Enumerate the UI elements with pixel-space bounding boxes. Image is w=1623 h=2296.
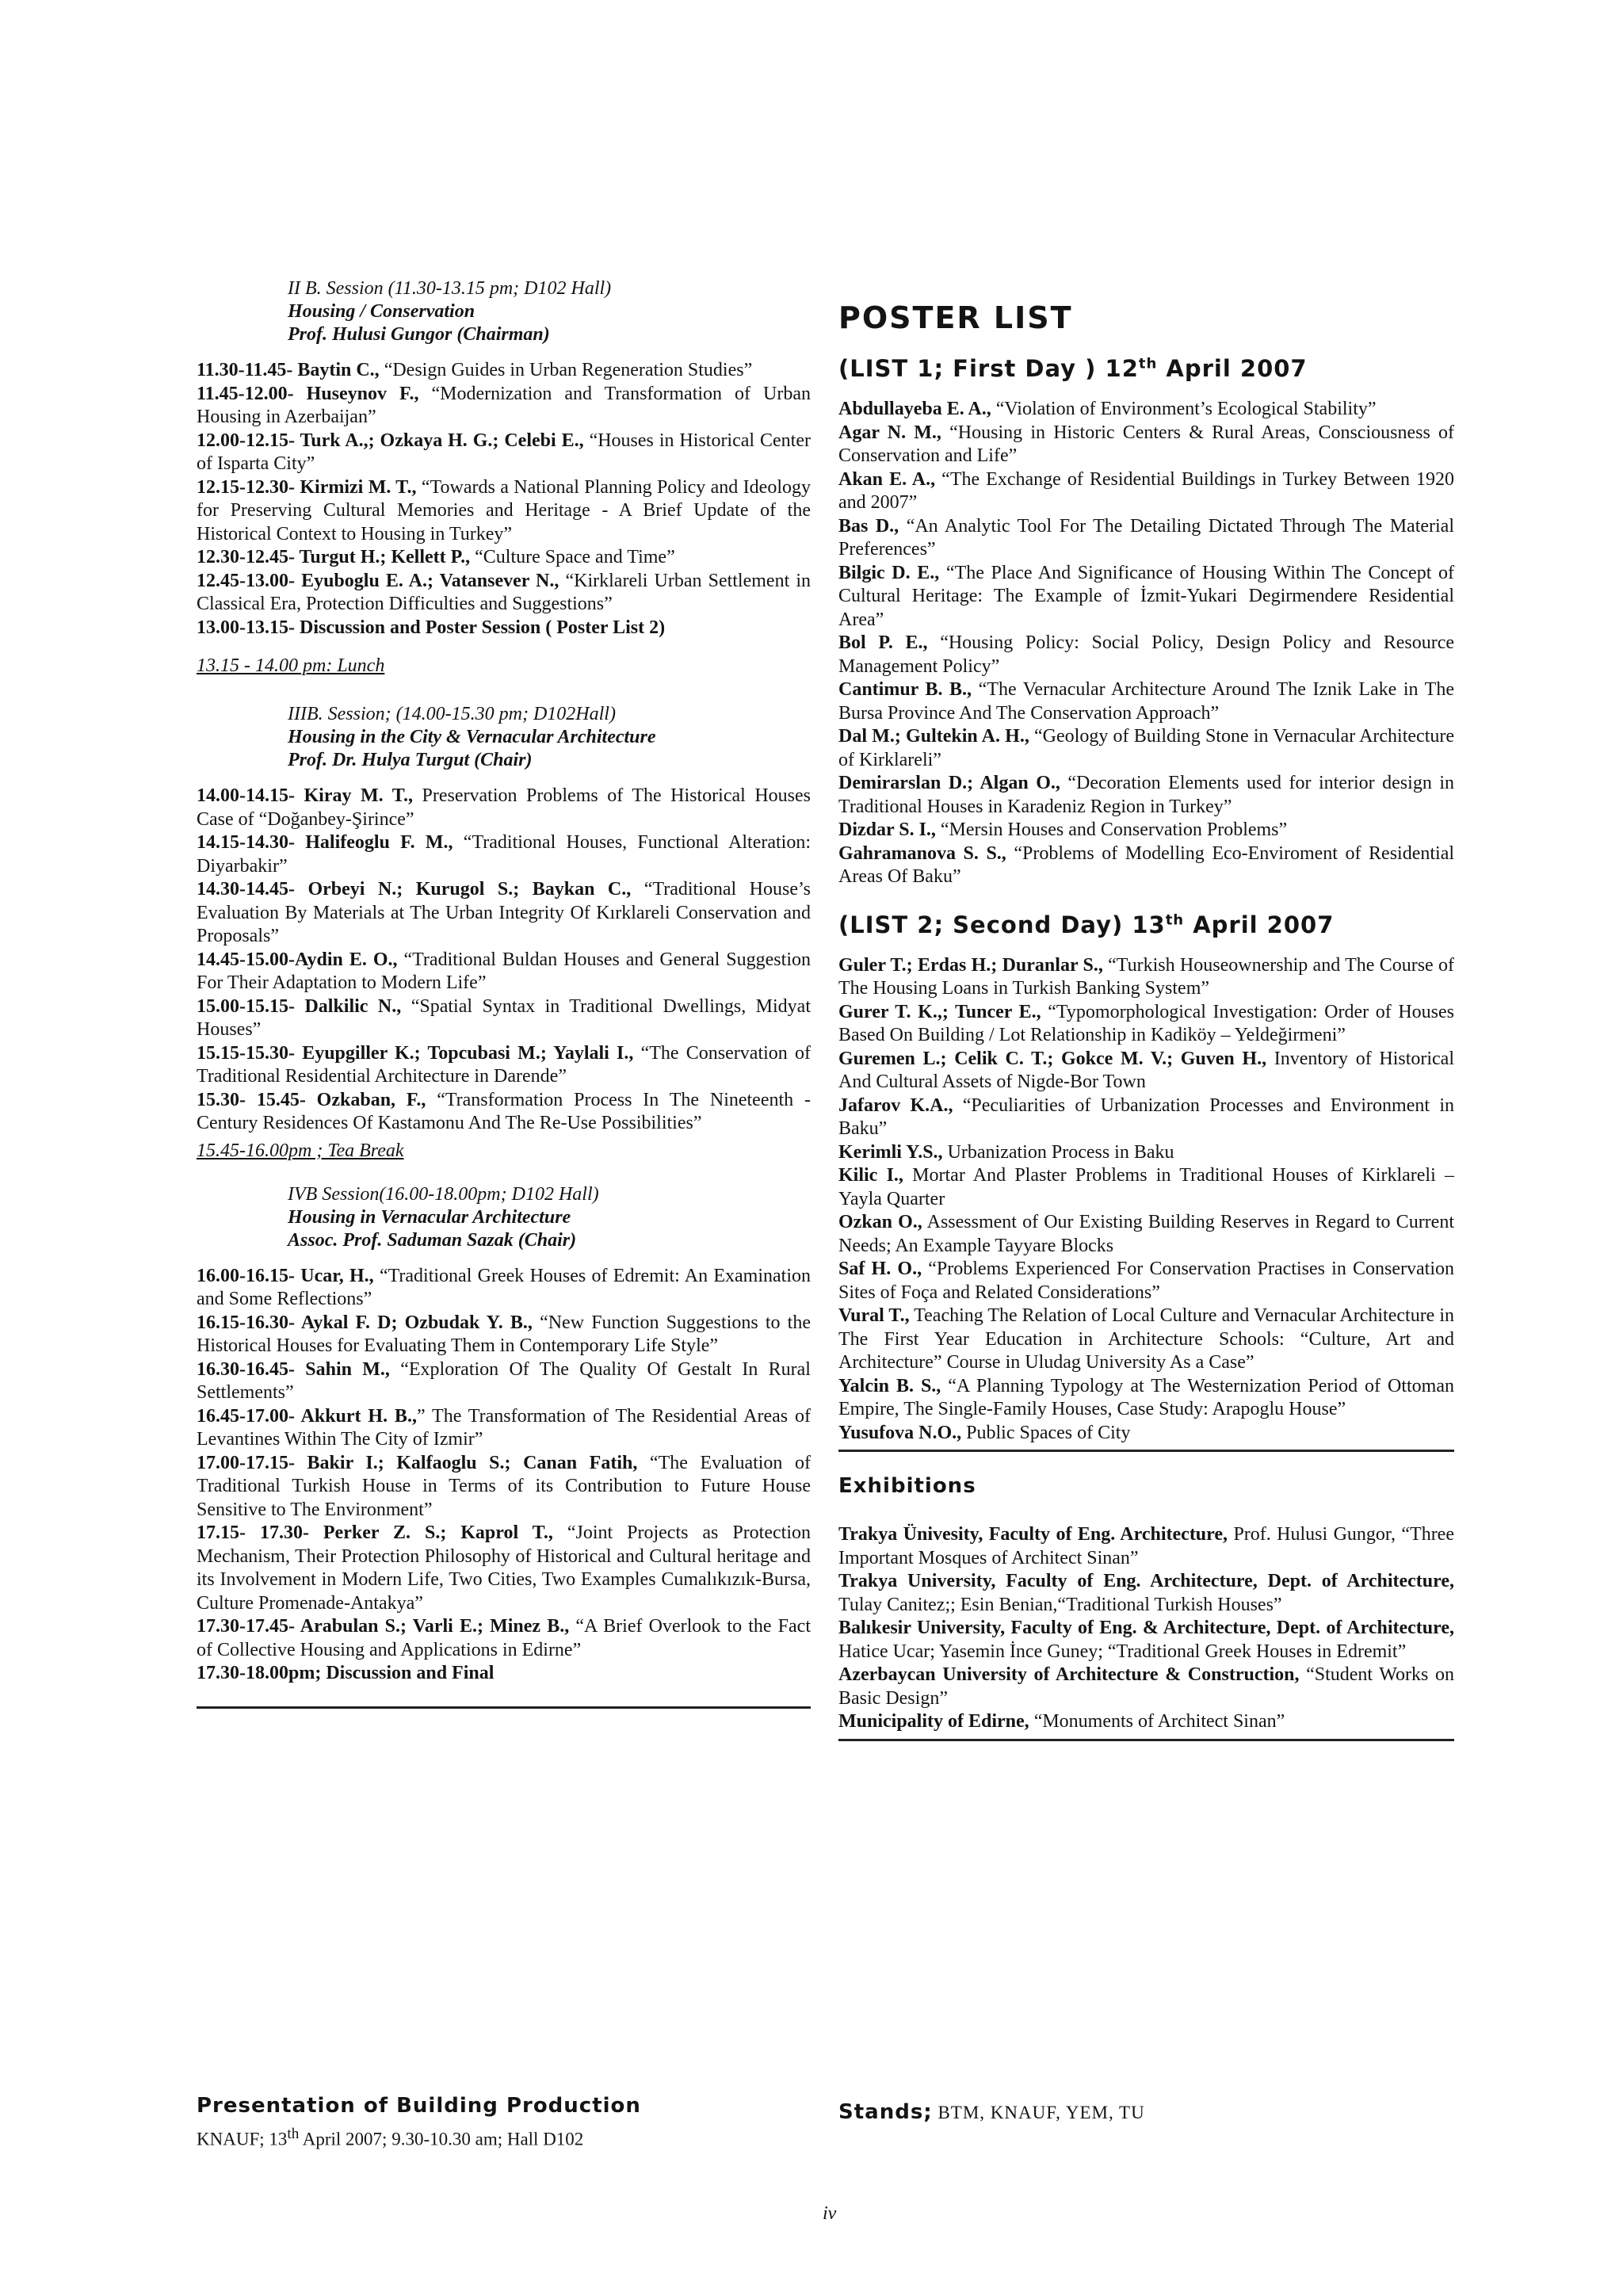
presentation-block <box>197 2092 811 2152</box>
entry-title: “Traditional Greek Houses of Edremit: An Examination and Some Reflections” <box>197 1265 811 1309</box>
entry-title: “Kirklareli Urban Settlement in Classical Era, Protection Difficulties and Suggestions” <box>197 570 812 614</box>
stands-list: BTM, KNAUF, YEM, TU <box>932 2103 1145 2122</box>
entry-author: 17.30-18.00pm; Discussion and Final <box>197 1663 495 1683</box>
entry-author: 12.30-12.45- Turgut H.; Kellett P., <box>197 547 471 567</box>
exhibition-entries <box>838 1523 1454 1734</box>
list-item <box>197 546 811 570</box>
session-entries <box>197 359 811 640</box>
session-header <box>288 703 811 772</box>
lunch-break: 13.15 - 14.00 pm: Lunch <box>197 655 385 676</box>
list-item <box>838 725 1454 772</box>
entry-title: “Transformation Process In The Nineteenth -Century Residences Of Kastamonu And The Re-Use Possibilities” <box>197 1089 811 1133</box>
list-item <box>838 1048 1454 1095</box>
entry-title: “Geology of Building Stone in Vernacular Architecture of Kirklareli” <box>838 726 1454 770</box>
list-item <box>838 678 1454 725</box>
list-item <box>197 359 811 383</box>
entry-title: “Problems Experienced For Conservation Practises in Conservation Sites of Foça and Related Considerations” <box>838 1259 1454 1303</box>
list-item <box>838 515 1454 562</box>
list-item <box>838 468 1454 515</box>
list-item <box>197 1662 811 1686</box>
session-title: IVB Session(16.00-18.00pm; D102 Hall) <box>288 1183 599 1205</box>
entry-title: “Decoration Elements used for interior design in Traditional Houses in Karadeniz Region in Turkey” <box>838 773 1454 817</box>
list2-title-sup: th <box>1165 911 1185 928</box>
entry-title: “Spatial Syntax in Traditional Dwellings, Midyat Houses” <box>197 995 811 1040</box>
list2-title <box>838 910 1454 940</box>
presentation-title: Presentation of Building Production <box>197 2094 641 2118</box>
entry-author: Azerbaycan University of Architecture & Construction, <box>838 1664 1300 1685</box>
list-item <box>838 562 1454 632</box>
list-item <box>197 570 811 617</box>
entry-author: 12.15-12.30- Kirmizi M. T., <box>197 476 417 498</box>
list-item <box>197 878 811 949</box>
entry-author: Gurer T. K.,; Tuncer E., <box>838 1001 1041 1022</box>
list-item <box>838 632 1454 678</box>
presentation-info-rest: April 2007; 9.30-10.30 am; Hall D102 <box>299 2129 584 2149</box>
list-item <box>197 1042 811 1089</box>
entry-title: “Housing Policy: Social Policy, Design Policy and Resource Management Policy” <box>838 632 1455 677</box>
session-header <box>288 1183 811 1252</box>
session-title: II B. Session (11.30-13.15 pm; D102 Hall) <box>288 278 612 299</box>
entry-title: “Exploration Of The Quality Of Gestalt In Rural Settlements” <box>197 1358 811 1403</box>
entry-title: “Monuments of Architect Sinan” <box>1029 1711 1285 1732</box>
session-entries <box>197 785 811 1136</box>
entry-author: Guler T.; Erdas H.; Duranlar S., <box>838 954 1103 976</box>
poster-column <box>838 300 1454 1741</box>
entry-author: 12.45-13.00- Eyuboglu E. A.; Vatansever N., <box>197 570 559 591</box>
entry-author: 15.30- 15.45- Ozkaban, F., <box>197 1089 426 1110</box>
entry-title: Hatice Ucar; Yasemin İnce Guney; “Traditional Greek Houses in Edremit” <box>838 1641 1407 1662</box>
list-item <box>197 995 811 1042</box>
entry-author: 11.45-12.00- Huseynov F., <box>197 383 419 404</box>
session-theme: Housing in Vernacular Architecture <box>288 1206 571 1228</box>
session-chair: Prof. Hulusi Gungor (Chairman) <box>288 324 550 345</box>
entry-title: Public Spaces of City <box>961 1422 1131 1443</box>
list-item <box>838 819 1454 842</box>
list-item <box>838 1617 1454 1664</box>
list-item <box>838 1095 1454 1141</box>
list-item <box>197 1405 811 1452</box>
entry-title: “Traditional Buldan Houses and General Suggestion For Their Adaptation to Modern Life” <box>197 949 811 993</box>
entry-author: Trakya Ünivesity, Faculty of Eng. Architecture, <box>838 1524 1228 1545</box>
entry-author: 17.00-17.15- Bakir I.; Kalfaoglu S.; Canan Fatih, <box>197 1452 638 1473</box>
divider <box>838 1739 1454 1741</box>
entry-author: 15.15-15.30- Eyupgiller K.; Topcubasi M.; Yaylali I., <box>197 1042 634 1064</box>
entry-title: “Typomorphological Investigation: Order of Houses Based On Building / Lot Relationship in Kadiköy – Yeldeğirmeni” <box>838 1001 1454 1045</box>
list-item <box>838 1422 1454 1446</box>
entry-author: Abdullayeba E. A., <box>838 399 991 419</box>
entry-title: “Design Guides in Urban Regeneration Studies” <box>379 360 753 380</box>
entry-title: Mortar And Plaster Problems in Traditional Houses of Kirklareli – Yayla Quarter <box>838 1165 1455 1209</box>
list-item <box>197 476 811 547</box>
list-item <box>838 1141 1454 1165</box>
entry-title: Inventory of Historical And Cultural Assets of Nigde-Bor Town <box>838 1048 1455 1092</box>
entry-author: 14.30-14.45- Orbeyi N.; Kurugol S.; Baykan C., <box>197 879 632 900</box>
entry-title: Prof. Hulusi Gungor, “Three Important Mosques of Architect Sinan” <box>838 1524 1454 1568</box>
entry-author: 16.15-16.30- Aykal F. D; Ozbudak Y. B., <box>197 1312 533 1333</box>
entry-title: “A Brief Overlook to the Fact of Collective Housing and Applications in Edirne” <box>197 1616 811 1660</box>
entry-author: Bas D., <box>838 515 899 537</box>
entry-author: 17.30-17.45- Arabulan S.; Varli E.; Minez B., <box>197 1616 570 1637</box>
entry-author: Dizdar S. I., <box>838 819 936 840</box>
entry-author: 14.45-15.00-Aydin E. O., <box>197 949 398 970</box>
presentation-info <box>197 2122 811 2152</box>
entry-title: “The Place And Significance of Housing Within The Concept of Cultural Heritage: The Example of İzmit-Yukari Degirmendere Residential Area” <box>838 562 1454 630</box>
entry-author: Akan E. A., <box>838 468 936 490</box>
entry-title: “A Planning Typology at The Westernization Period of Ottoman Empire, The Single-Family Houses, Case Study: Arapoglu House” <box>838 1375 1454 1419</box>
entry-author: Agar N. M., <box>838 422 941 443</box>
entry-title: “Towards a National Planning Policy and Ideology for Preserving Cultural Memories and Heritage - A Brief Update of the Historical Context to Housing in Turkey” <box>197 476 811 544</box>
entry-author: Demirarslan D.; Algan O., <box>838 773 1060 793</box>
list-item <box>197 785 811 831</box>
divider <box>838 1450 1454 1452</box>
list-item <box>838 1375 1454 1422</box>
entry-author: Vural T., <box>838 1305 910 1326</box>
list2-title-text: (LIST 2; Second Day) 13 <box>838 911 1166 938</box>
entry-author: Gahramanova S. S., <box>838 842 1006 864</box>
list-item <box>197 1452 811 1522</box>
entry-title: “Peculiarities of Urbanization Processes and Environment in Baku” <box>838 1095 1454 1139</box>
entry-author: Trakya University, Faculty of Eng. Architecture, Dept. of Architecture, <box>838 1571 1454 1591</box>
session-chair: Prof. Dr. Hulya Turgut (Chair) <box>288 750 533 770</box>
exhibitions-title: Exhibitions <box>838 1474 976 1498</box>
entry-title: “Houses in Historical Center of Isparta City” <box>197 430 811 474</box>
entry-title: “Violation of Environment’s Ecological Stability” <box>991 399 1377 419</box>
entry-title: Urbanization Process in Baku <box>942 1141 1174 1163</box>
entry-title: “Traditional Houses, Functional Alteration: Diyarbakir” <box>197 832 811 877</box>
list-item <box>197 1089 811 1136</box>
poster-entries <box>838 398 1454 889</box>
entry-author: 17.15- 17.30- Perker Z. S.; Kaprol T., <box>197 1522 553 1543</box>
list-item <box>838 1305 1454 1375</box>
entry-title: “Culture Space and Time” <box>470 547 675 567</box>
entry-author: Kilic I., <box>838 1165 903 1186</box>
entry-author: Yalcin B. S., <box>838 1375 941 1396</box>
list-item <box>197 1312 811 1358</box>
entry-author: Guremen L.; Celik C. T.; Gokce M. V.; Guven H., <box>838 1048 1267 1069</box>
entry-author: Bilgic D. E., <box>838 562 940 583</box>
page-number: iv <box>823 2203 837 2224</box>
list-item <box>838 1258 1454 1305</box>
entry-title: “Housing in Historic Centers & Rural Areas, Consciousness of Conservation and Life” <box>838 422 1454 466</box>
list-item <box>197 617 811 640</box>
session-theme: Housing in the City & Vernacular Architecture <box>288 727 656 747</box>
entry-title: “The Evaluation of Traditional Turkish House in Terms of its Contribution to Future House Sensitive to The Environment” <box>197 1452 811 1520</box>
poster-list-title: POSTER LIST <box>838 300 1073 335</box>
entry-author: 16.00-16.15- Ucar, H., <box>197 1265 374 1286</box>
presentation-info-text: KNAUF; 13 <box>197 2129 288 2149</box>
list-item <box>838 954 1454 1001</box>
entry-title: “New Function Suggestions to the Historical Houses for Evaluating Them in Contemporary Life Style” <box>197 1312 811 1356</box>
entry-title: “Student Works on Basic Design” <box>838 1664 1454 1709</box>
list-item <box>838 1164 1454 1211</box>
list-item <box>838 1664 1454 1710</box>
entry-title: Preservation Problems of The Historical Houses Case of “Doğanbey-Şirince” <box>197 785 812 830</box>
list-item <box>197 1358 811 1405</box>
entry-title: “Joint Projects as Protection Mechanism, Their Protection Philosophy of Historical and Cultural heritage and its Involvement in Modern Life, Two Cities, Two Examples Cumalıkızık-Bursa, Culture Promenade-Antakya” <box>197 1522 811 1614</box>
entry-author: Dal M.; Gultekin A. H., <box>838 726 1029 747</box>
entry-author: Kerimli Y.S., <box>838 1141 943 1163</box>
entry-author: Municipality of Edirne, <box>838 1711 1029 1732</box>
entry-author: 15.00-15.15- Dalkilic N., <box>197 995 402 1017</box>
list-item <box>838 398 1454 422</box>
entry-author: Saf H. O., <box>838 1259 922 1279</box>
divider <box>197 1706 811 1709</box>
entry-author: Yusufova N.O., <box>838 1422 962 1443</box>
list1-title-sup: th <box>1138 355 1158 372</box>
list2-title-date: April 2007 <box>1184 911 1335 938</box>
entry-author: Ozkan O., <box>838 1212 922 1232</box>
entry-author: 14.00-14.15- Kiray M. T., <box>197 785 414 806</box>
list-item <box>197 1615 811 1662</box>
list-item <box>197 831 811 878</box>
session-header <box>288 277 811 346</box>
entry-title: Teaching The Relation of Local Culture and Vernacular Architecture in The First Year Education in Architecture Schools: “Culture, Art and Architecture” Course in Uludag University As a Case” <box>838 1305 1455 1373</box>
entry-title: “The Conservation of Traditional Residential Architecture in Darende” <box>197 1042 811 1087</box>
session-chair: Assoc. Prof. Saduman Sazak (Chair) <box>288 1229 577 1251</box>
list-item <box>197 1265 811 1312</box>
list1-title <box>838 353 1454 384</box>
session-title: IIIB. Session; (14.00-15.30 pm; D102Hall) <box>288 704 616 724</box>
entry-title: “Turkish Houseownership and The Course of The Housing Loans in Turkish Banking System” <box>838 954 1454 999</box>
list-item <box>838 422 1454 468</box>
entry-author: 11.30-11.45- Baytin C., <box>197 360 380 380</box>
entry-title: Assessment of Our Existing Building Reserves in Regard to Current Needs; An Example Tayyare Blocks <box>838 1212 1454 1256</box>
session-theme: Housing / Conservation <box>288 301 475 322</box>
entry-author: Balıkesir University, Faculty of Eng. & Architecture, Dept. of Architecture, <box>838 1618 1454 1638</box>
entry-title: ” The Transformation of The Residential Areas of Levantines Within The City of Izmir” <box>197 1405 812 1450</box>
entry-author: 14.15-14.30- Halifeoglu F. M., <box>197 832 453 853</box>
list-item <box>197 383 811 430</box>
entry-author: Bol P. E., <box>838 632 928 653</box>
entry-title: Tulay Canitez;; Esin Benian,“Traditional Turkish Houses” <box>838 1594 1282 1615</box>
entry-title: “The Vernacular Architecture Around The Iznik Lake in The Bursa Province And The Conservation Approach” <box>838 679 1454 724</box>
list-item <box>838 772 1454 819</box>
entry-author: 16.45-17.00- Akkurt H. B., <box>197 1405 417 1427</box>
list-item <box>197 430 811 476</box>
entry-author: 16.30-16.45- Sahin M., <box>197 1358 390 1380</box>
entry-title: “Traditional House’s Evaluation By Materials at The Urban Integrity Of Kırklareli Conservation and Proposals” <box>197 879 811 946</box>
entry-title: “Mersin Houses and Conservation Problems” <box>935 819 1288 840</box>
list-item <box>838 1570 1454 1617</box>
list-item <box>197 949 811 995</box>
poster-entries <box>838 954 1454 1446</box>
list1-title-text: (LIST 1; First Day ) 12 <box>838 355 1139 382</box>
presentation-info-sup: th <box>287 2126 300 2142</box>
entry-title: “An Analytic Tool For The Detailing Dictated Through The Material Preferences” <box>838 515 1454 560</box>
entry-title: “The Exchange of Residential Buildings in Turkey Between 1920 and 2007” <box>838 468 1455 513</box>
entry-author: 13.00-13.15- Discussion and Poster Session ( Poster List 2) <box>197 617 666 638</box>
stands-label: Stands; <box>838 2100 933 2124</box>
entry-author: Cantimur B. B., <box>838 679 972 700</box>
list-item <box>838 1211 1454 1258</box>
list-item <box>838 1523 1454 1570</box>
entry-title: “Problems of Modelling Eco-Enviroment of Residential Areas Of Baku” <box>838 842 1455 887</box>
list-item <box>838 1001 1454 1048</box>
list1-title-date: April 2007 <box>1157 355 1308 382</box>
list-item <box>197 1522 811 1615</box>
tea-break: 15.45-16.00pm ; Tea Break <box>197 1140 404 1161</box>
entry-author: Jafarov K.A., <box>838 1095 953 1116</box>
list-item <box>838 842 1454 889</box>
entry-title: “Modernization and Transformation of Urban Housing in Azerbaijan” <box>197 383 811 427</box>
session-entries <box>197 1265 811 1686</box>
stands-block <box>838 2100 1454 2125</box>
program-column <box>197 277 811 1709</box>
list-item <box>838 1710 1454 1734</box>
entry-author: 12.00-12.15- Turk A.,; Ozkaya H. G.; Celebi E., <box>197 430 584 451</box>
